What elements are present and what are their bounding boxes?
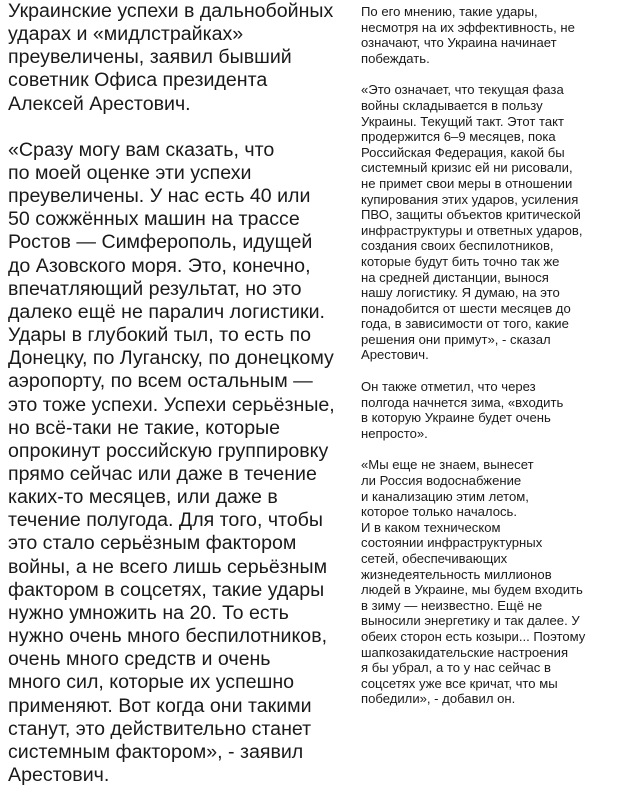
text-line: станут, это действительно станет: [8, 717, 312, 740]
text-line: жизнедеятельность миллионов: [361, 566, 552, 582]
text-line: означают, что Украина начинает: [361, 35, 557, 51]
text-line: которые будут бить точно так же: [361, 253, 560, 269]
text-line: нашу логистику. Я думаю, на это: [361, 285, 560, 301]
text-line: фактором в соцсетях, такие удары: [8, 578, 325, 601]
text-line: это тоже успехи. Успехи серьёзные,: [8, 393, 335, 416]
right-paragraph-2: [361, 82, 629, 363]
text-line: выносили энергетику и так далее. У: [361, 613, 580, 629]
text-line: И в каком техническом: [361, 519, 501, 535]
text-line: По его мнению, такие удары,: [361, 4, 538, 19]
text-line: «Мы еще не знаем, вынесет: [361, 457, 534, 473]
left-column: [8, 0, 348, 787]
text-line: победили», - добавил он.: [361, 691, 516, 707]
left-paragraph-2: [8, 139, 348, 787]
text-line: нужно очень много беспилотников,: [8, 625, 328, 648]
text-line: купирования этих ударов, усиления: [361, 191, 579, 207]
text-line: очень много средств и очень: [8, 648, 271, 671]
text-line: Арестович.: [8, 764, 110, 786]
text-line: Украины. Текущий такт. Этот такт: [361, 113, 564, 129]
text-line: Удары в глубокий тыл, то есть по: [8, 324, 312, 347]
text-line: побеждать.: [361, 50, 430, 66]
text-line: Российская Федерация, какой бы: [361, 144, 565, 160]
text-line: «Это означает, что текущая фаза: [361, 82, 564, 98]
text-line: преувеличены, заявил бывший: [8, 46, 292, 69]
text-line: впечатляющий результат, но это: [8, 277, 302, 300]
text-line: каких-то месяцев, или даже в: [8, 486, 278, 509]
text-line: преувеличены. У нас есть 40 или: [8, 185, 311, 208]
right-column: [361, 4, 629, 707]
right-paragraph-3: [361, 379, 629, 441]
text-line: советник Офиса президента: [8, 69, 268, 92]
text-line: я бы убрал, а то у нас сейчас в: [361, 660, 551, 676]
text-line: на средней дистанции, вынося: [361, 269, 549, 285]
text-line: ударах и «мидлстрайках»: [8, 23, 244, 46]
text-line: Донецку, по Луганску, по донецкому: [8, 347, 334, 370]
text-line: продержится 6–9 месяцев, пока: [361, 129, 556, 145]
text-line: но всё-таки не такие, которые: [8, 416, 281, 439]
text-line: прямо сейчас или даже в течение: [8, 462, 317, 485]
text-line: решения они примут», - сказал: [361, 331, 551, 347]
text-line: аэропорту, по всем остальным —: [8, 370, 313, 393]
text-line: далеко ещё не паралич логистики.: [8, 300, 325, 323]
text-line: и канализацию этим летом,: [361, 488, 529, 504]
text-line: Украинские успехи в дальнобойных: [8, 0, 334, 22]
text-line: непросто».: [361, 425, 428, 441]
text-line: в которую Украине будет очень: [361, 410, 551, 426]
text-line: полгода начнется зима, «входить: [361, 394, 564, 410]
text-line: в зиму — неизвестно. Ещё не: [361, 597, 543, 613]
text-line: ПВО, защиты объектов критической: [361, 207, 581, 223]
text-line: это стало серьёзным фактором: [8, 532, 297, 555]
text-line: течение полугода. Для того, чтобы: [8, 509, 323, 532]
text-line: войны складывается в пользу: [361, 97, 543, 113]
text-line: понадобится от шести месяцев до: [361, 300, 571, 316]
text-line: шапкозакидательские настроения: [361, 644, 569, 660]
text-line: «Сразу могу вам сказать, что: [8, 138, 275, 161]
text-line: обеих сторон есть козыри... Поэтому: [361, 628, 586, 644]
text-line: людей в Украине, мы будем входить: [361, 582, 583, 598]
text-line: состоянии инфраструктурных: [361, 535, 543, 551]
text-line: соцсетях уже все кричат, что мы: [361, 675, 558, 691]
left-paragraph-1: [8, 0, 348, 116]
text-line: создания своих беспилотников,: [361, 238, 554, 254]
text-line: много сил, которые их успешно: [8, 671, 295, 694]
text-line: инфраструктуры и ответных ударов,: [361, 222, 583, 238]
text-line: которое только началось.: [361, 504, 517, 520]
text-line: ли Россия водоснабжение: [361, 473, 522, 489]
text-line: Алексей Арестович.: [8, 92, 191, 115]
right-paragraph-4: [361, 457, 629, 707]
text-line: до Азовского моря. Это, конечно,: [8, 254, 311, 277]
text-line: года, в зависимости от того, какие: [361, 316, 569, 332]
text-line: Ростов — Симферополь, идущей: [8, 231, 313, 254]
text-line: применяют. Вот когда они такими: [8, 694, 312, 717]
text-line: войны, а не всего лишь серьёзным: [8, 555, 328, 578]
text-line: 50 сожжённых машин на трассе: [8, 208, 300, 231]
text-line: нужно умножить на 20. То есть: [8, 601, 289, 624]
right-paragraph-1: [361, 4, 629, 66]
text-line: системный кризис ей ни рисовали,: [361, 160, 573, 176]
text-line: по моей оценке эти успехи: [8, 161, 252, 184]
text-line: сетей, обеспечивающих: [361, 551, 508, 566]
text-line: Он также отметил, что через: [361, 379, 536, 395]
text-line: системным фактором», - заявил: [8, 740, 304, 763]
text-line: не примет свои меры в отношении: [361, 175, 573, 191]
text-line: Арестович.: [361, 347, 429, 363]
text-line: опрокинут российскую группировку: [8, 439, 329, 462]
text-line: несмотря на их эффективность, не: [361, 19, 575, 35]
